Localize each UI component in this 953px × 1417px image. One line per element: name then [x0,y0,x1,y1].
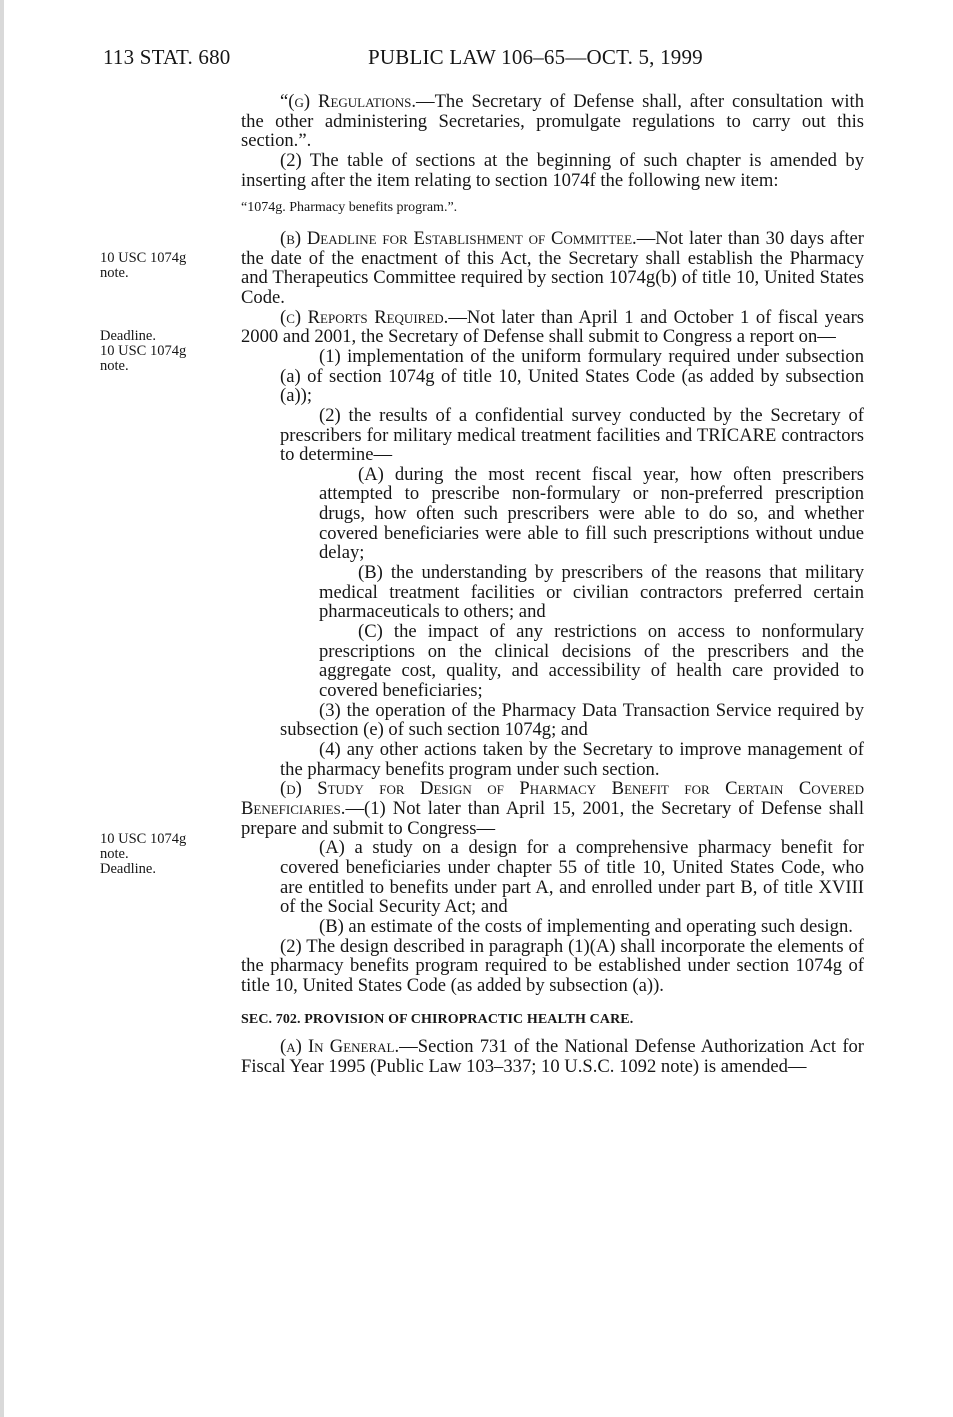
paragraph-c-4: (4) any other actions taken by the Secretary to improve management of the pharmacy benefits program under such section. [280,739,864,780]
paragraph-c-2-c: (C) the impact of any restrictions on access to nonformulary prescriptions on the clinical decisions of the prescribers and the aggregate cost, quality, and accessibility of health care provided to covered beneficiaries; [319,621,864,702]
paragraph-c-2: (2) the results of a confidential survey conducted by the Secretary of prescribers for military medical treatment facilities and TRICARE contractors to determine— [280,404,864,466]
table-of-sections-item: “1074g. Pharmacy benefits program.”. [241,200,458,216]
paragraph-a: (a) In General.—Section 731 of the National Defense Authorization Act for Fiscal Year 1995 (Public Law 103–337; 10 U.S.C. 1092 note) is amended— [241,1036,864,1077]
margin-note-1: 10 USC 1074g note. [100,250,187,281]
section-heading: SEC. 702. PROVISION OF CHIROPRACTIC HEALTH CARE. [241,1011,634,1027]
paragraph-g: “(g) Regulations.—The Secretary of Defense shall, after consultation with the other administering Secretaries, promulgate regulations to carry out this section.”. [241,91,865,152]
paragraph-c-2-a: (A) during the most recent fiscal year, how often prescribers attempted to prescribe non-formulary or non-preferred prescription drugs, how often such prescribers were able to do so, and whether covered beneficiaries were able to fill such prescriptions without undue delay; [319,463,864,564]
paragraph-d: (d) Study for Design of Pharmacy Benefit for Certain Covered Beneficiaries.—(1) Not later than April 15, 2001, the Secretary of Defense shall prepare and submit to Congress— [241,778,864,839]
paragraph-c-2-b: (B) the understanding by prescribers of the reasons that military medical treatment facilities or civilian contractors preferred certain pharmaceuticals to others; and [319,562,864,623]
paragraph-d-2: (2) The design described in paragraph (1)(A) shall incorporate the elements of the pharmacy benefits program required to be established under section 1074g of title 10, United States Code (as added by subsection (a)). [241,935,864,996]
public-law-header: PUBLIC LAW 106–65—OCT. 5, 1999 [368,45,703,69]
paragraph-c-3: (3) the operation of the Pharmacy Data Transaction Service required by subsection (e) of such section 1074g; and [280,699,864,741]
document-body [241,92,864,1077]
margin-note-2: Deadline. 10 USC 1074g note. [100,328,187,374]
paragraph-2: (2) The table of sections at the beginning of such chapter is amended by inserting after the item relating to section 1074f the following new item: [241,149,864,191]
paragraph-d-b: (B) an estimate of the costs of implementing and operating such design. [319,915,853,937]
paragraph-b: (b) Deadline for Establishment of Committee.—Not later than 30 days after the date of the enactment of this Act, the Secretary shall establish the Pharmacy and Therapeutics Committee required by section 1074g(b) of title 10, United States Code. [241,227,864,308]
paragraph-c: (c) Reports Required.—Not later than April 1 and October 1 of fiscal years 2000 and 2001, the Secretary of Defense shall submit to Congress a report on— [241,306,864,348]
margin-note-3: 10 USC 1074g note. Deadline. [100,831,187,877]
paragraph-c-1: (1) implementation of the uniform formulary required under subsection (a) of section 1074g of title 10, United States Code (as added by subsection (a)); [280,345,864,407]
page-number-header: 113 STAT. 680 [103,45,231,69]
paragraph-d-a: (A) a study on a design for a comprehensive pharmacy benefit for covered beneficiaries under chapter 55 of title 10, United States Code, who are entitled to benefits under part A, and enrolled under part B, of title XVIII of the Social Security Act; and [280,837,864,918]
page-edge-shadow [0,0,4,1417]
